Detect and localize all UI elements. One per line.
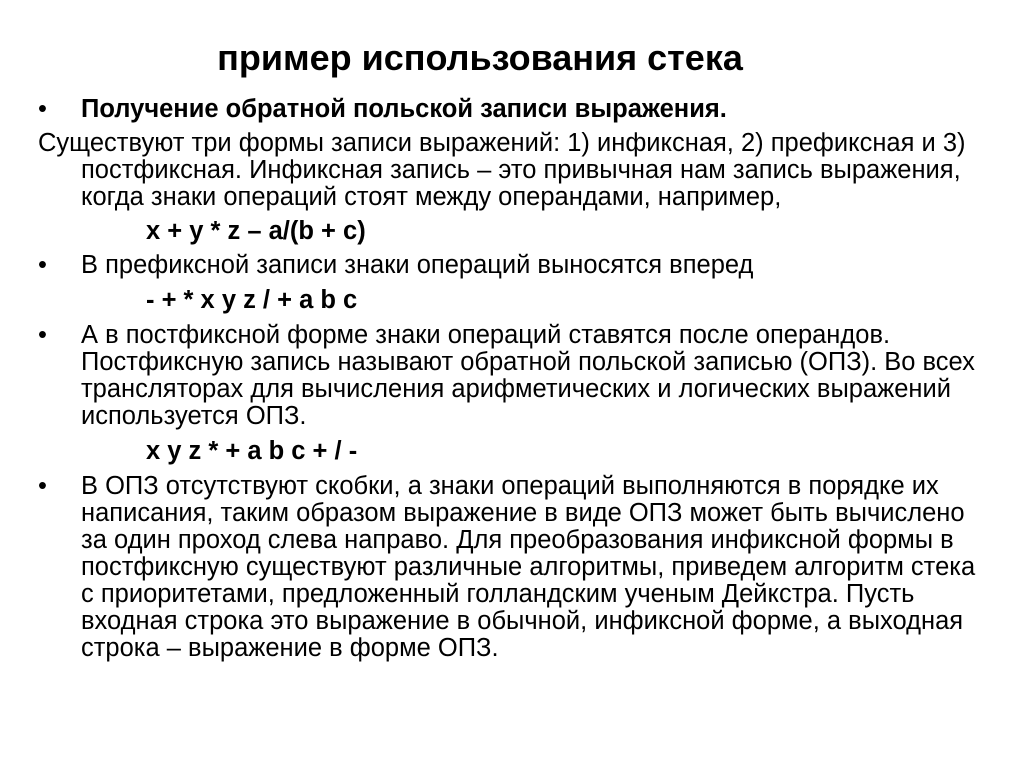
bullet-dot: • — [38, 472, 47, 500]
bullet-heading — [38, 96, 978, 123]
formula-prefix: - + * x y z / + a b c — [146, 286, 358, 314]
formula-postfix: x y z * + a b c + / - — [146, 437, 358, 465]
bullet-dot: • — [38, 95, 47, 123]
bullet-prefix-text: В префиксной записи знаки операций выносятся вперед — [81, 251, 754, 279]
intro-paragraph: Существуют три формы записи выражений: 1) инфиксная, 2) префиксная и 3) постфиксная. Инфиксная запись – это привычная нам запись выражения, когда знаки операций стоят между операндами, например, — [38, 129, 966, 211]
formula-infix: x + y * z – a/(b + c) — [146, 217, 366, 245]
bullet-dot: • — [38, 321, 47, 349]
bullet-heading-text: Получение обратной польской записи выражения. — [81, 95, 727, 123]
bullet-dijkstra — [38, 473, 978, 662]
bullet-dijkstra-text: В ОПЗ отсутствуют скобки, а знаки операций выполняются в порядке их написания, таким образом выражение в виде ОПЗ может быть вычислено за один проход слева направо. Для преобразования инфиксной формы в постфиксную существуют различные алгоритмы, приведем алгоритм стека с приоритетами, предложенный голландским ученым Дейкстра. Пусть входная строка это выражение в обычной, инфиксной форме, а выходная строка – выражение в форме ОПЗ. — [81, 472, 976, 662]
bullet-postfix — [38, 322, 978, 430]
bullet-prefix — [38, 252, 978, 279]
bullet-dot: • — [38, 251, 47, 279]
slide-body — [38, 96, 978, 662]
bullet-postfix-text: А в постфиксной форме знаки операций ставятся после операндов. Постфиксную запись называют обратной польской записью (ОПЗ). Во всех трансляторах для вычисления арифметических и логических выражений используется ОПЗ. — [81, 321, 975, 430]
slide-title: пример использования стека — [217, 37, 743, 78]
